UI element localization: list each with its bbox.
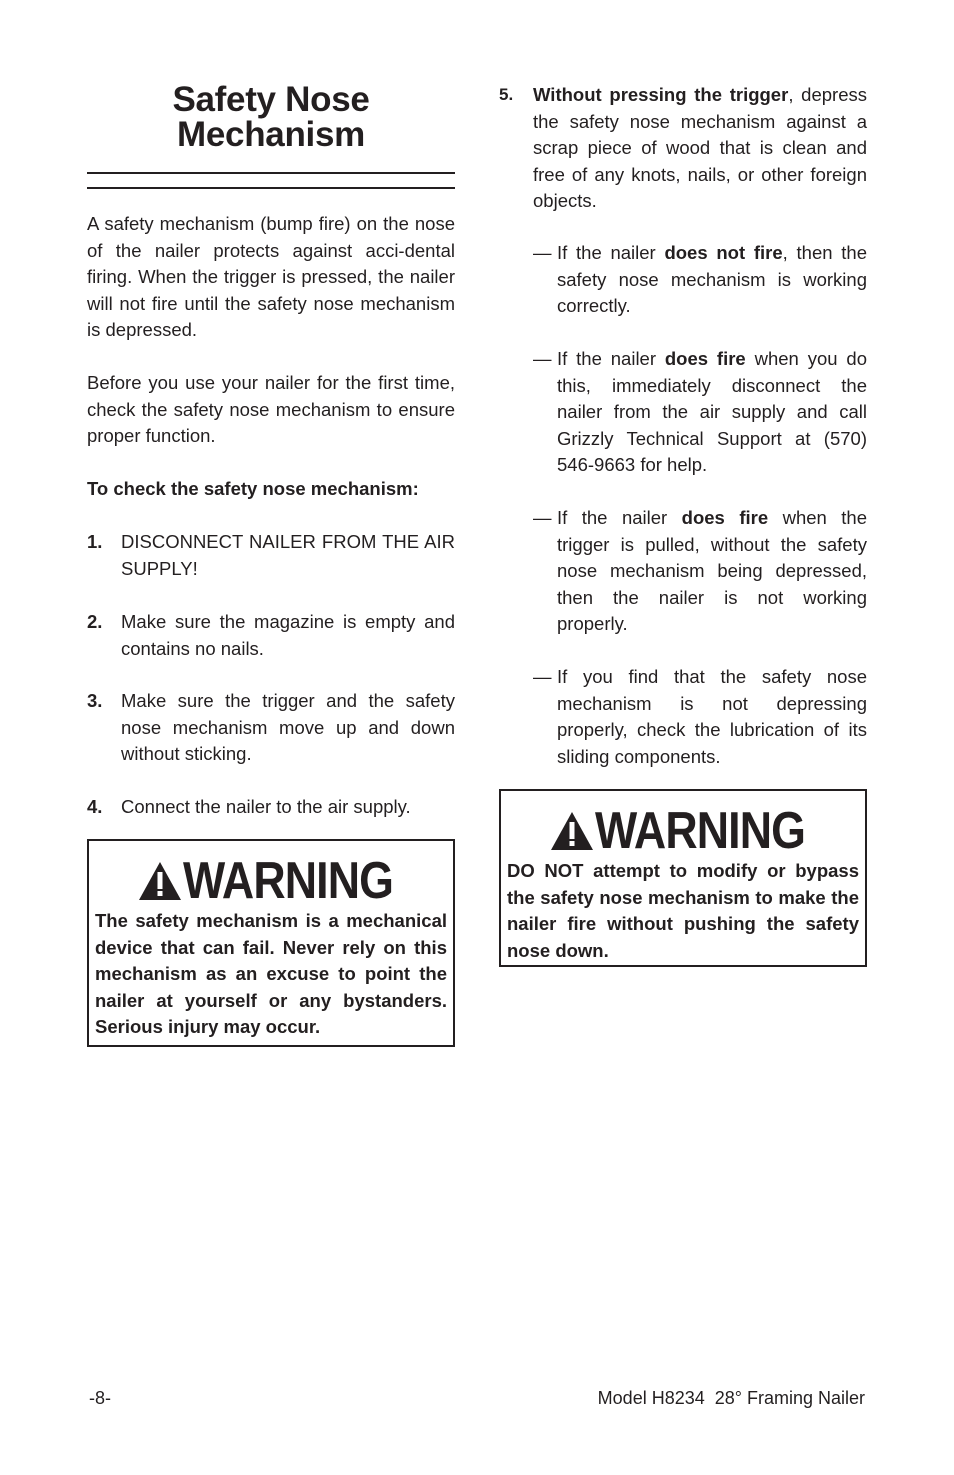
result-bold: does fire <box>664 348 746 369</box>
step-number: 4. <box>87 796 103 817</box>
step-4 <box>87 794 455 822</box>
title-rule-top <box>87 172 455 174</box>
result-pre: If the nailer <box>557 242 665 263</box>
warning-triangle-icon <box>137 860 183 902</box>
warning-header <box>137 852 427 910</box>
step-text: DISCONNECT NAILER FROM THE AIR SUPPLY! <box>121 531 455 579</box>
title-rule-bottom <box>87 187 455 189</box>
intro-paragraph-1: A safety mechanism (bump fire) on the nose of the nailer protects against acci-dental firing. When the trigger is pressed, the nailer will not fire until the safety nose mechanism is depressed. <box>87 213 455 340</box>
warning-text-left: The safety mechanism is a mechanical device that can fail. Never rely on this mechanism as an excuse to point the nailer at yourself or any bystanders. Serious injury may occur. <box>95 910 447 1037</box>
warning-box-left <box>87 839 455 1047</box>
warning-triangle-icon <box>549 810 595 852</box>
warning-text-right: DO NOT attempt to modify or bypass the safety nose mechanism to make the nailer fire without pushing the safety nose down. <box>507 860 859 961</box>
result-post: , then the safety nose mechanism is working correctly. <box>557 242 867 316</box>
step-2 <box>87 609 455 665</box>
result-pre: If you find that the safety nose mechanism is not depressing properly, check the lubrication of its sliding components. <box>557 666 867 767</box>
result-4 <box>533 664 867 774</box>
page-number: -8- <box>89 1388 111 1408</box>
result-3 <box>533 505 867 639</box>
result-text <box>557 346 867 479</box>
em-dash: — <box>533 507 552 528</box>
result-bold: does fire <box>681 507 769 528</box>
step-number: 1. <box>87 531 103 552</box>
result-text <box>557 664 867 770</box>
result-post: when the trigger is pulled, without the safety nose mechanism being depressed, then the nailer is not working properly. <box>557 507 868 634</box>
result-pre: If the nailer <box>557 348 665 369</box>
result-text <box>557 240 867 320</box>
em-dash: — <box>533 666 552 687</box>
result-1 <box>533 240 867 320</box>
step-text: Make sure the trigger and the safety nose mechanism move up and down without sticking. <box>121 690 455 764</box>
em-dash: — <box>533 242 552 263</box>
step-text: Make sure the magazine is empty and contains no nails. <box>121 611 455 659</box>
step-number: 2. <box>87 611 103 632</box>
result-pre: If the nailer <box>557 507 682 528</box>
page-title <box>87 82 455 152</box>
step-number: 5. <box>499 85 514 104</box>
warning-header <box>549 802 839 860</box>
result-bold: does not fire <box>664 242 783 263</box>
result-post: when you do this, immediately disconnect the nailer from the air supply and call Grizzly Technical Support at (570) 546-9663 for help. <box>557 348 867 475</box>
page-title-line-1: Safety Nose <box>172 80 370 119</box>
step-3 <box>87 688 455 768</box>
warning-label: WARNING <box>183 852 394 910</box>
em-dash: — <box>533 348 552 369</box>
page-title-line-2: Mechanism <box>177 115 365 154</box>
step-5-rest: , depress the safety nose mechanism against a scrap piece of wood that is clean and free of any knots, nails, or other foreign objects. <box>533 84 867 211</box>
check-heading: To check the safety nose mechanism: <box>87 478 419 499</box>
step-1 <box>87 529 455 585</box>
model-footer: Model H8234 28° Framing Nailer <box>597 1388 865 1408</box>
intro-paragraph-2: Before you use your nailer for the first time, check the safety nose mechanism to ensure proper function. <box>87 372 455 446</box>
step-5-text <box>533 82 867 215</box>
step-5 <box>499 82 867 216</box>
warning-box-right <box>499 789 867 967</box>
step-number: 3. <box>87 690 103 711</box>
step-5-bold: Without pressing the trigger <box>533 84 789 105</box>
step-text: Connect the nailer to the air supply. <box>121 796 411 817</box>
result-text <box>557 505 867 638</box>
warning-label: WARNING <box>595 802 806 860</box>
result-2 <box>533 346 867 480</box>
